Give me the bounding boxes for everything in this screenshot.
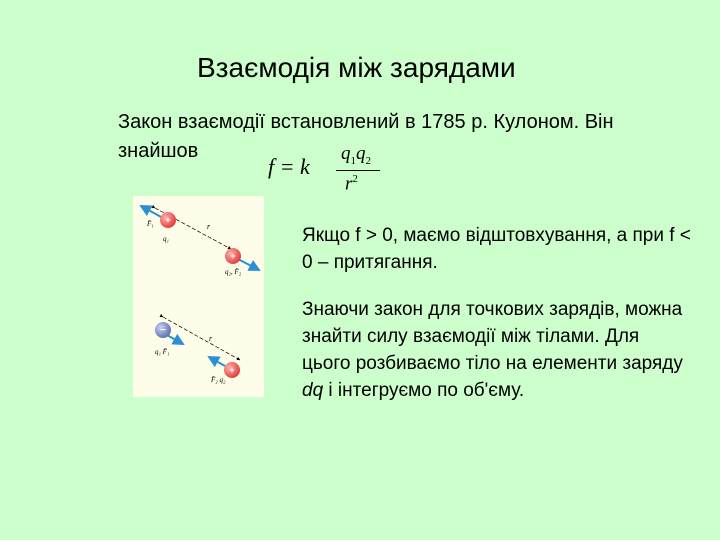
formula-numerator: $q_1q_2$	[341, 143, 371, 167]
force-arrow-2b	[209, 357, 225, 366]
fraction-bar	[336, 170, 380, 171]
label-1b: q₂, F̄₂	[225, 268, 242, 276]
force-arrow-1a	[141, 206, 163, 218]
formula-lhs: f = k	[268, 154, 310, 179]
slide-title: Взаємодія між зарядами	[197, 52, 516, 83]
pair-attraction	[155, 317, 240, 384]
coulomb-formula	[268, 143, 408, 203]
sign-explanation: Якщо f > 0, маємо відштовхування, а при f < 0 – притягання.	[302, 225, 691, 273]
distance-label-1: r	[207, 222, 211, 231]
force-arrow-2a	[167, 335, 183, 344]
charge-label-1a: q₁	[163, 235, 169, 243]
charge-sign-2a: −	[160, 325, 166, 336]
charge-sign-2b: +	[229, 365, 235, 375]
label-2b: F̄₂ q₂	[211, 376, 226, 384]
charge-sign-1a: +	[165, 215, 171, 225]
distance-label-2: r	[209, 334, 213, 343]
formula-denominator: $r^2$	[345, 173, 358, 195]
intro-text: Закон взаємодії встановлений в 1785 р. Кулоном. Він знайшов	[118, 111, 614, 162]
force-label-1a: F̄₁	[147, 220, 154, 228]
pair-repulsion	[141, 206, 259, 276]
label-2a: q₁ F̄₁	[155, 348, 170, 356]
dq-symbol: dq	[302, 380, 324, 401]
charges-diagram	[133, 196, 264, 397]
charge-sign-1b: +	[230, 251, 236, 261]
integration-paragraph: Знаючи закон для точкових зарядів, можна знайти силу взаємодії між тілами. Для цього розбиваємо тіло на елементи заряду dq і інтегруємо по об'єму.	[302, 299, 683, 401]
charges-figure	[133, 196, 264, 397]
